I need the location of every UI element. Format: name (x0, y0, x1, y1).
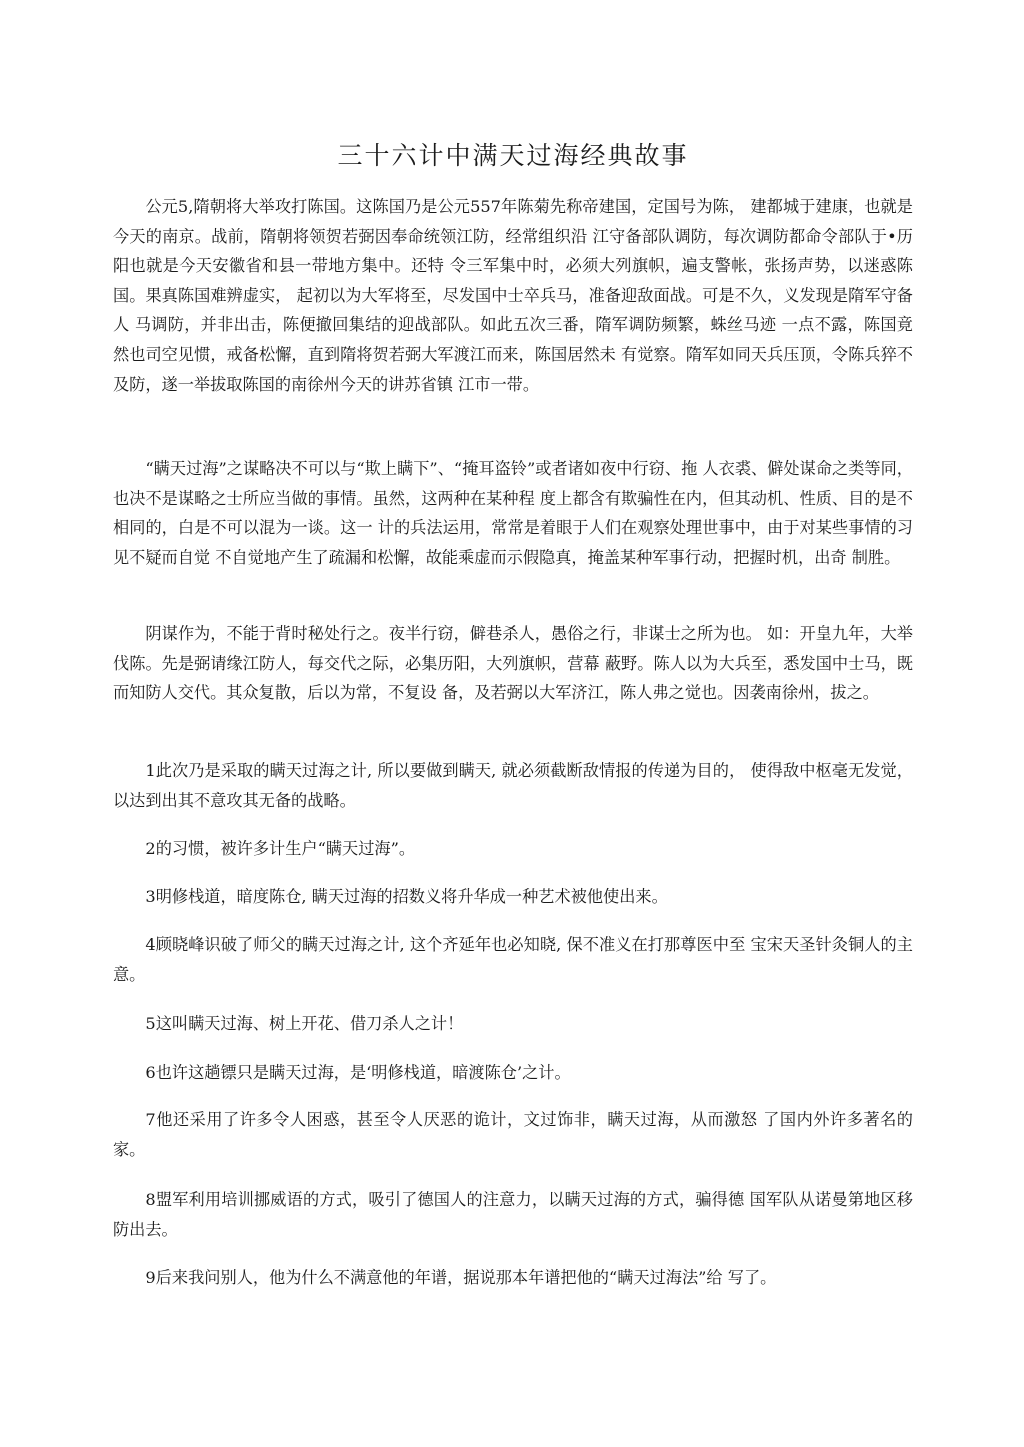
example-sentence-4: 4顾晓峰识破了师父的瞒天过海之计, 这个齐延年也必知晓, 保不准义在打那尊医中至 宝宋天圣针灸铜人的主意。 (113, 935, 913, 984)
example-sentence-1: 1此次乃是采取的瞒天过海之计, 所以要做到瞒天, 就必须截断敌情报的传递为目的， 使得敌中枢毫无发觉，以达到出其不意攻其无备的战略。 (113, 761, 913, 810)
paragraph-strategy-explanation: “瞒天过海”之谋略决不可以与“欺上瞒下”、“掩耳盗铃”或者诸如夜中行窃、拖 人衣裘、僻处谋命之类等同，也决不是谋略之士所应当做的事情。虽然，这两种在某种程 度上都含有欺骗性在内，但其动机、性质、目的是不相同的，白是不可以混为一谈。这一 计的兵法运用，常常是着眼于人们在观察处理世事中，由于对某些事情的习见不疑而自觉 不自觉地产生了疏漏和松懈，故能乘虚而示假隐真，掩盖某种军事行动，把握时机，出奇 制胜。 (113, 459, 913, 567)
example-sentence-8: 8盟军利用培训挪威语的方式，吸引了德国人的注意力，以瞒天过海的方式，骗得德 国军队从诺曼第地区移防出去。 (113, 1190, 913, 1239)
example-sentence-6: 6也许这趟镖只是瞒天过海，是‘明修栈道，暗渡陈仓’之计。 (145, 1063, 571, 1082)
paragraph-classical-text: 阴谋作为，不能于背时秘处行之。夜半行窃，僻巷杀人，愚俗之行，非谋士之所为也。 如：开皇九年，大举伐陈。先是弼请缘江防人，每交代之际，必集历阳，大列旗帜，营幕 蔽野。陈人以为大兵至，悉发国中士马，既而知防人交代。其众复散，后以为常，不复设 备，及若弼以大军济江，陈人弗之觉也。因袭南徐州，拔之。 (113, 624, 913, 703)
example-sentence-5: 5这叫瞒天过海、树上开花、借刀杀人之计！ (145, 1014, 464, 1033)
example-sentence-2: 2的习惯，被许多计生户“瞒天过海”。 (145, 839, 416, 858)
example-sentence-7: 7他还采用了许多令人困惑，甚至令人厌恶的诡计，文过饰非，瞒天过海，从而激怒 了国内外许多著名的家。 (113, 1110, 913, 1159)
example-sentence-3: 3明修栈道，暗度陈仓, 瞒天过海的招数义将升华成一种艺术被他使出来。 (145, 887, 668, 906)
example-sentence-9: 9后来我问别人，他为什么不满意他的年谱，据说那本年谱把他的“瞒天过海法”给 写了。 (145, 1268, 777, 1287)
paragraph-story: 公元5,隋朝将大举攻打陈国。这陈国乃是公元557年陈菊先称帝建国，定国号为陈， 建都城于建康，也就是今天的南京。战前，隋朝将领贺若弼因奉命统领江防，经常组织沿 江守备部队调防，每次调防都命令部队于•历阳也就是今天安徽省和县一带地方集中。还特 令三军集中时，必须大列旗帜，遍支警帐，张扬声势，以迷惑陈国。果真陈国难辨虚实， 起初以为大军将至，尽发国中士卒兵马，准备迎敌面战。可是不久，义发现是隋军守备人 马调防，并非出击，陈便撤回集结的迎战部队。如此五次三番，隋军调防频繁，蛛丝马迹 一点不露，陈国竟然也司空见惯，戒备松懈，直到隋将贺若弼大军渡江而来，陈国居然未 有觉察。隋军如同天兵压顶，令陈兵猝不及防，遂一举拔取陈国的南徐州今天的讲苏省镇 江市一带。 (113, 197, 913, 394)
document-title: 三十六计中满天过海经典故事 (337, 141, 689, 170)
